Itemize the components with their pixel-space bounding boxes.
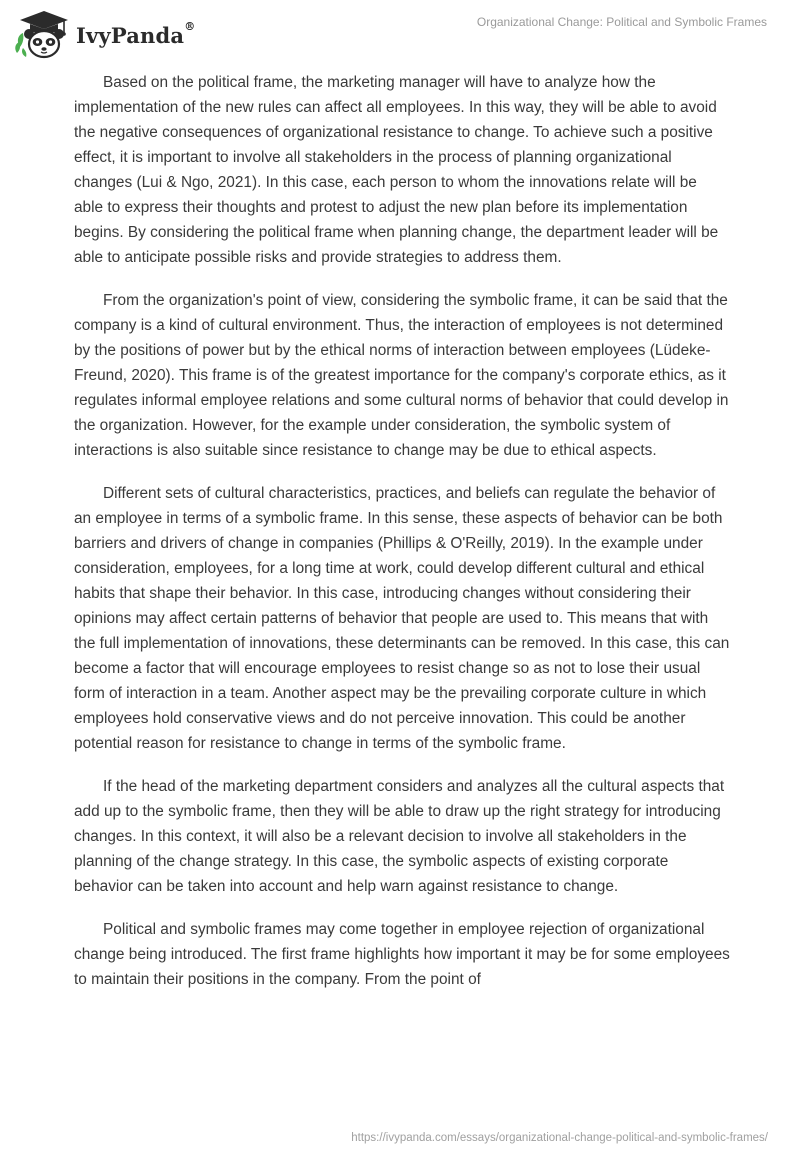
paragraph: Based on the political frame, the marketing manager will have to analyze how the implementation of the new rules can affect all employees. In this way, they will be able to avoid the negative consequences of organizational resistance to change. To achieve such a positive effect, it is important to involve all stakeholders in the process of planning organizational changes (Lui & Ngo, 2021). In this case, each person to whom the innovations relate will be able to express their thoughts and protest to adjust the new plan before its implementation begins. By considering the political frame when planning change, the department leader will be able to anticipate possible risks and provide strategies to address them. [74,74,719,266]
ivypanda-logo[interactable] [14,7,195,61]
paragraph: From the organization's point of view, considering the symbolic frame, it can be said that the company is a kind of cultural environment. Thus, the interaction of employees is not determined by the positions of power but by the ethical norms of interaction between employees (Lüdeke-Freund, 2020). This frame is of the greatest importance for the company's corporate ethics, as it regulates informal employee relations and some cultural norms of behavior that could develop in the organization. However, for the example under consideration, the symbolic system of interactions is also suitable since resistance to change may be due to ethical aspects. [74,292,729,459]
brand-name: IvyPanda® [76,19,196,48]
essay-body [74,70,730,1010]
document-title: Organizational Change: Political and Symbolic Frames [476,15,767,29]
paragraph: Political and symbolic frames may come together in employee rejection of organizational change being introduced. The first frame highlights how important it may be for some employees to maintain their positions in the company. From the point of [74,921,730,988]
paragraph: If the head of the marketing department considers and analyzes all the cultural aspects that add up to the symbolic frame, then they will be able to draw up the right strategy for introducing changes. In this context, it will also be a relevant decision to involve all stakeholders in the planning of the change strategy. In this case, the symbolic aspects of existing corporate behavior can be taken into account and help warn against resistance to change. [74,778,725,895]
page-header [0,0,800,66]
paragraph: Different sets of cultural characteristics, practices, and beliefs can regulate the behavior of an employee in terms of a symbolic frame. In this sense, these aspects of behavior can be both barriers and drivers of change in companies (Phillips & O'Reilly, 2019). In the example under consideration, employees, for a long time at work, could develop different cultural and ethical habits that shape their behavior. In this case, introducing changes without considering their opinions may affect certain patterns of behavior that people are used to. This means that with the full implementation of innovations, these determinants can be removed. In this case, this can become a factor that will encourage employees to resist change so as not to lose their usual form of interaction in a team. Another aspect may be the prevailing corporate culture in which employees hold conservative views and do not perceive innovation. This could be another potential reason for resistance to change in terms of the symbolic frame. [74,485,730,752]
registered-mark: ® [184,19,196,33]
panda-graduate-icon [14,7,74,61]
source-url[interactable]: https://ivypanda.com/essays/organizational-change-political-and-symbolic-frames/ [351,1132,768,1144]
